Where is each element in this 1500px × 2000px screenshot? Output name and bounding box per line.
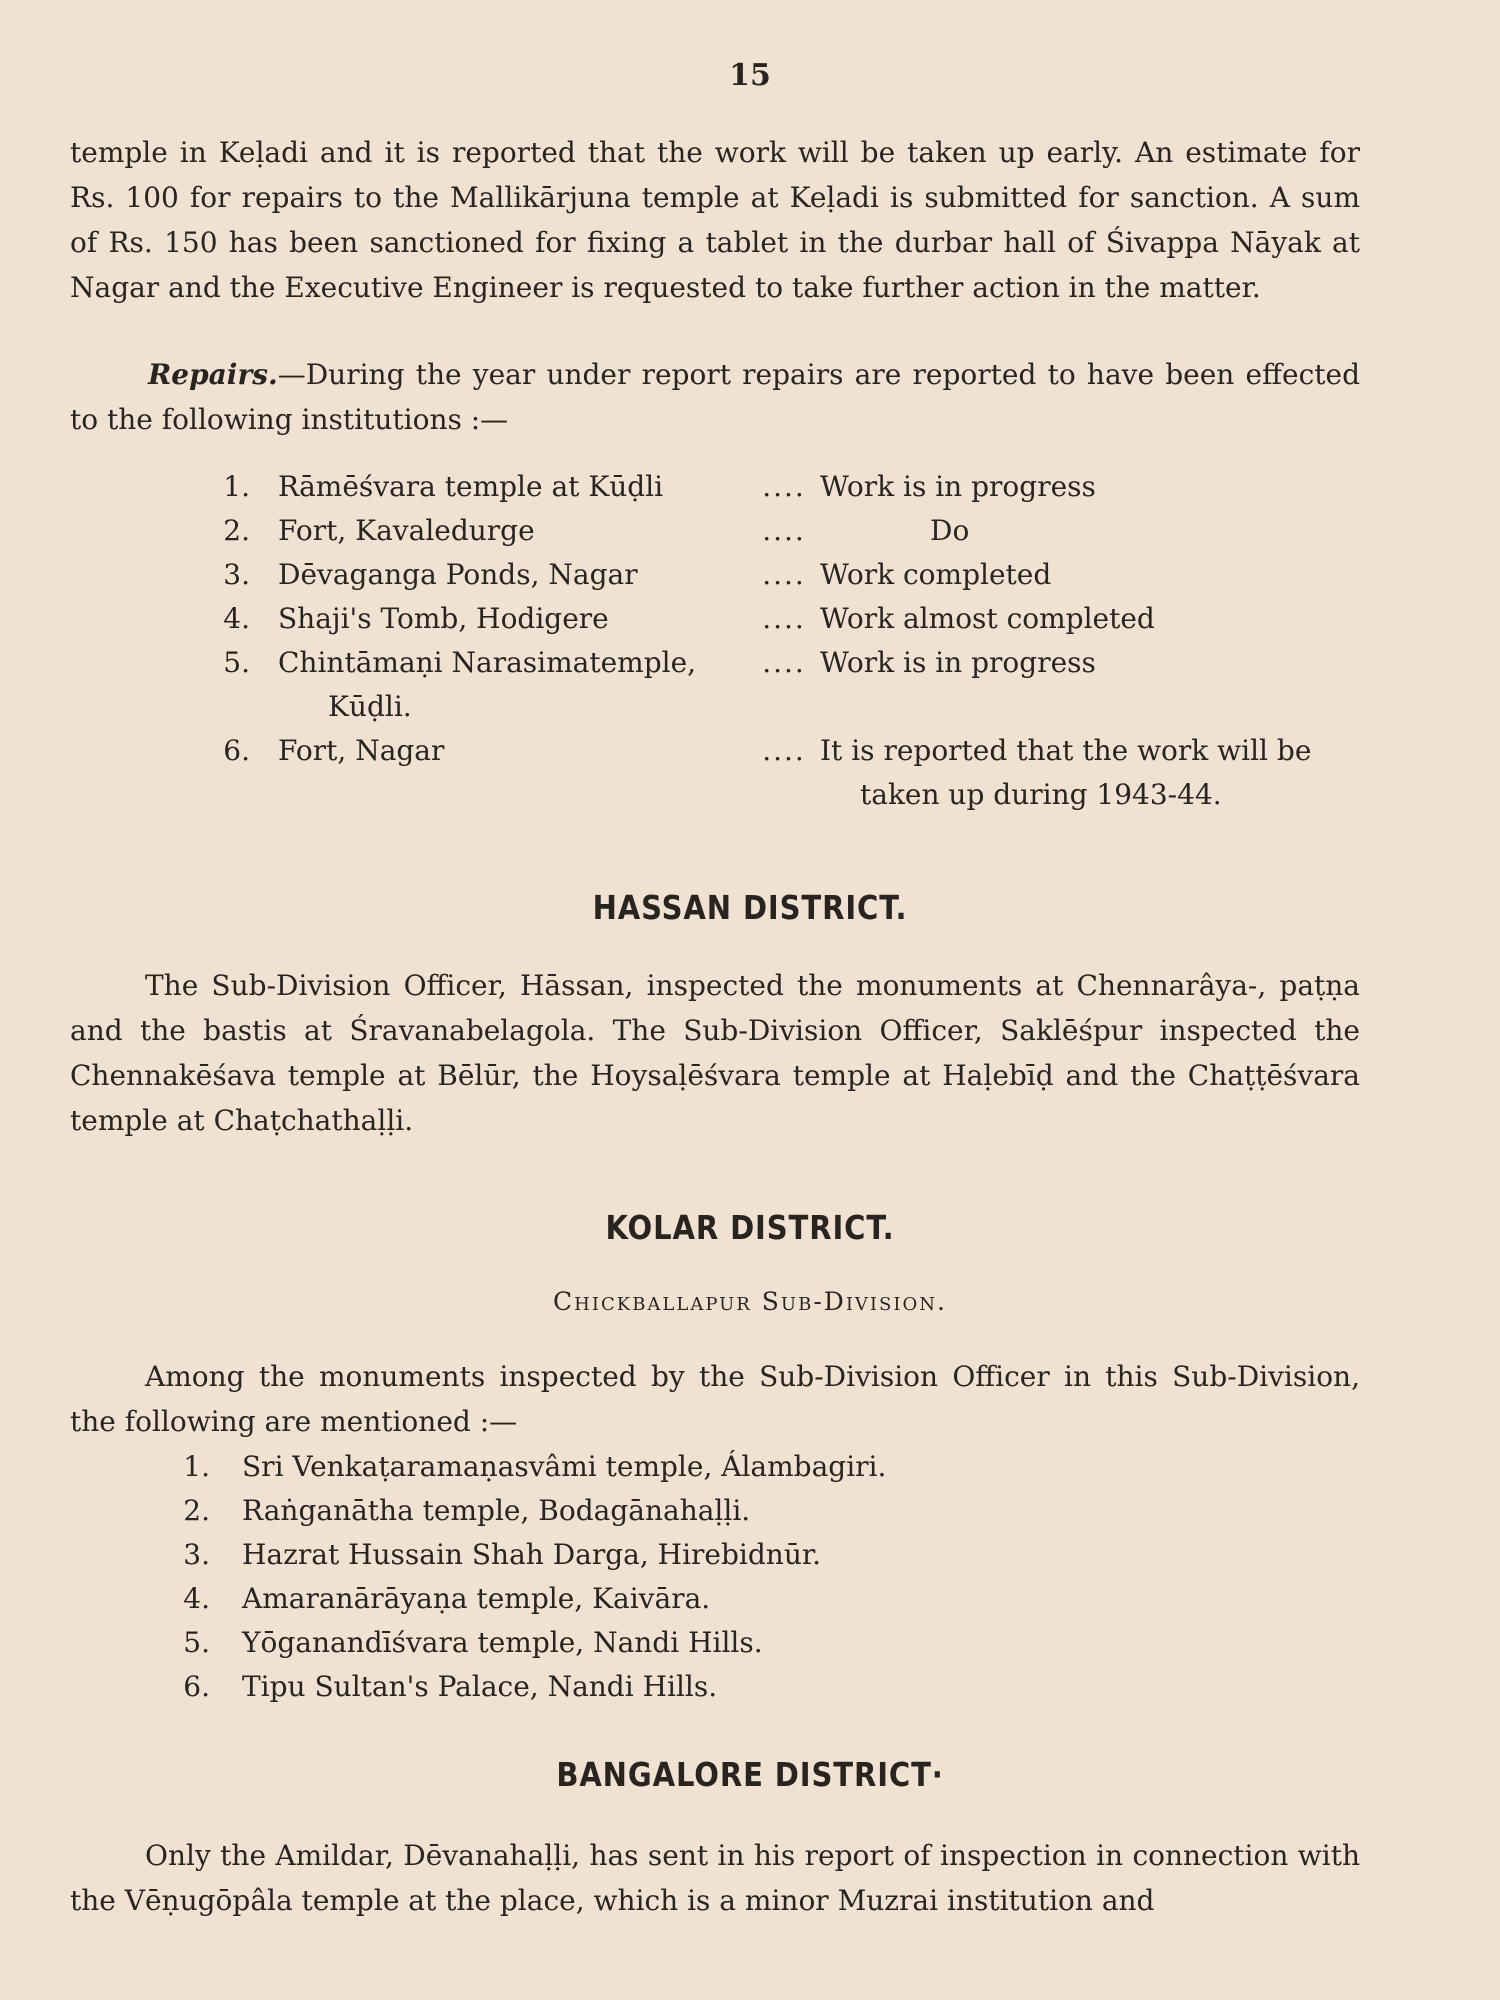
list-item-text: Yōganandīśvara temple, Nandi Hills. — [242, 1626, 763, 1659]
list-item — [170, 1445, 1070, 1489]
repair-number: 4. — [223, 602, 250, 635]
list-item-text: Hazrat Hussain Shah Darga, Hirebidnūr. — [242, 1538, 822, 1571]
repair-row — [200, 641, 1370, 729]
repair-name: Dēvaganga Ponds, Nagar — [278, 558, 638, 591]
repair-number: 5. — [223, 646, 250, 679]
repair-status: Work almost completed — [820, 602, 1155, 635]
hassan-paragraph — [70, 963, 1360, 1143]
leader-dots: .... — [762, 602, 806, 635]
repair-name: Rāmēśvara temple at Kūḍli — [278, 470, 664, 503]
list-item — [170, 1533, 1070, 1577]
list-item-number: 2. — [183, 1494, 210, 1527]
repair-row — [200, 509, 1370, 553]
repair-name — [278, 641, 748, 729]
repairs-text: —During the year under report repairs are reported to have been effected to the following institutions :— — [70, 358, 1360, 436]
repair-status: Work is in progress — [820, 646, 1096, 679]
repairs-list — [200, 465, 1370, 817]
leader-dots: .... — [762, 514, 806, 547]
leader-dots: .... — [762, 646, 806, 679]
list-item-text: Tipu Sultan's Palace, Nandi Hills. — [242, 1670, 718, 1703]
repairs-paragraph — [70, 352, 1360, 442]
repair-row — [200, 553, 1370, 597]
leader-dots: .... — [762, 734, 806, 767]
list-item — [170, 1577, 1070, 1621]
repair-number: 1. — [223, 470, 250, 503]
list-item-number: 3. — [183, 1538, 210, 1571]
bangalore-paragraph — [70, 1833, 1360, 1923]
kolar-heading: KOLAR DISTRICT. — [605, 1208, 895, 1247]
intro-paragraph: temple in Keḷadi and it is reported that the work will be taken up early. An estimate for Rs. 100 for repairs to the Mallikārjuna temple at Keḷadi is submitted for sanction. A sum of Rs. 150 has been sanctioned for fixing a tablet in the durbar hall of Śivappa Nāyak at Nagar and the Executive Engineer is requested to take further action in the matter. — [70, 136, 1360, 304]
bangalore-text: Only the Amildar, Dēvanahaḷḷi, has sent in his report of inspection in connection with the Vēṇugōpâla temple at the place, which is a minor Muzrai institution and — [70, 1839, 1360, 1917]
list-item-text: Sri Venkaṭaramaṇasvâmi temple, Álambagiri. — [242, 1450, 887, 1483]
leader-dots: .... — [762, 558, 806, 591]
repair-row — [200, 597, 1370, 641]
list-item — [170, 1621, 1070, 1665]
kolar-monument-list — [170, 1445, 1070, 1709]
list-item-number: 5. — [183, 1626, 210, 1659]
repair-name: Fort, Kavaledurge — [278, 514, 535, 547]
repair-status — [820, 729, 1370, 817]
leader-dots: .... — [762, 470, 806, 503]
repair-status: Do — [930, 514, 970, 547]
page-number: 15 — [729, 58, 771, 93]
list-item-number: 6. — [183, 1670, 210, 1703]
repair-row — [200, 729, 1370, 817]
repair-status-line2: taken up during 1943-44. — [860, 778, 1222, 811]
repair-status-line1: It is reported that the work will be — [820, 734, 1312, 767]
repair-name-line2: Kūḍli. — [328, 690, 412, 723]
repair-status: Work is in progress — [820, 470, 1096, 503]
list-item — [170, 1489, 1070, 1533]
repairs-lead: Repairs. — [148, 358, 278, 391]
kolar-subheading: Chickballapur Sub-Division. — [553, 1287, 947, 1316]
list-item — [170, 1665, 1070, 1709]
list-item-text: Amaranārāyaṇa temple, Kaivāra. — [242, 1582, 711, 1615]
hassan-heading: HASSAN DISTRICT. — [592, 888, 908, 927]
repair-name-line1: Chintāmaṇi Narasimatemple, — [278, 646, 697, 679]
bangalore-heading: BANGALORE DISTRICT· — [556, 1755, 944, 1794]
repair-status: Work completed — [820, 558, 1052, 591]
kolar-text: Among the monuments inspected by the Sub-Division Officer in this Sub-Division, the following are mentioned :— — [70, 1360, 1360, 1438]
repair-name: Fort, Nagar — [278, 734, 445, 767]
repair-name: Shaji's Tomb, Hodigere — [278, 602, 609, 635]
kolar-paragraph — [70, 1354, 1360, 1444]
repair-number: 3. — [223, 558, 250, 591]
list-item-number: 4. — [183, 1582, 210, 1615]
list-item-number: 1. — [183, 1450, 210, 1483]
list-item-text: Raṅganātha temple, Bodagānahaḷḷi. — [242, 1494, 751, 1527]
repair-row — [200, 465, 1370, 509]
repair-number: 2. — [223, 514, 250, 547]
hassan-text: The Sub-Division Officer, Hāssan, inspected the monuments at Chennarâya-, paṭṇa and the bastis at Śravanabelagola. The Sub-Division Officer, Saklēśpur inspected the Chennakēśava temple at Bēlūr, the Hoysaḷēśvara temple at Haḷebīḍ and the Chaṭṭēśvara temple at Chaṭchathaḷḷi. — [70, 969, 1360, 1137]
repair-number: 6. — [223, 734, 250, 767]
